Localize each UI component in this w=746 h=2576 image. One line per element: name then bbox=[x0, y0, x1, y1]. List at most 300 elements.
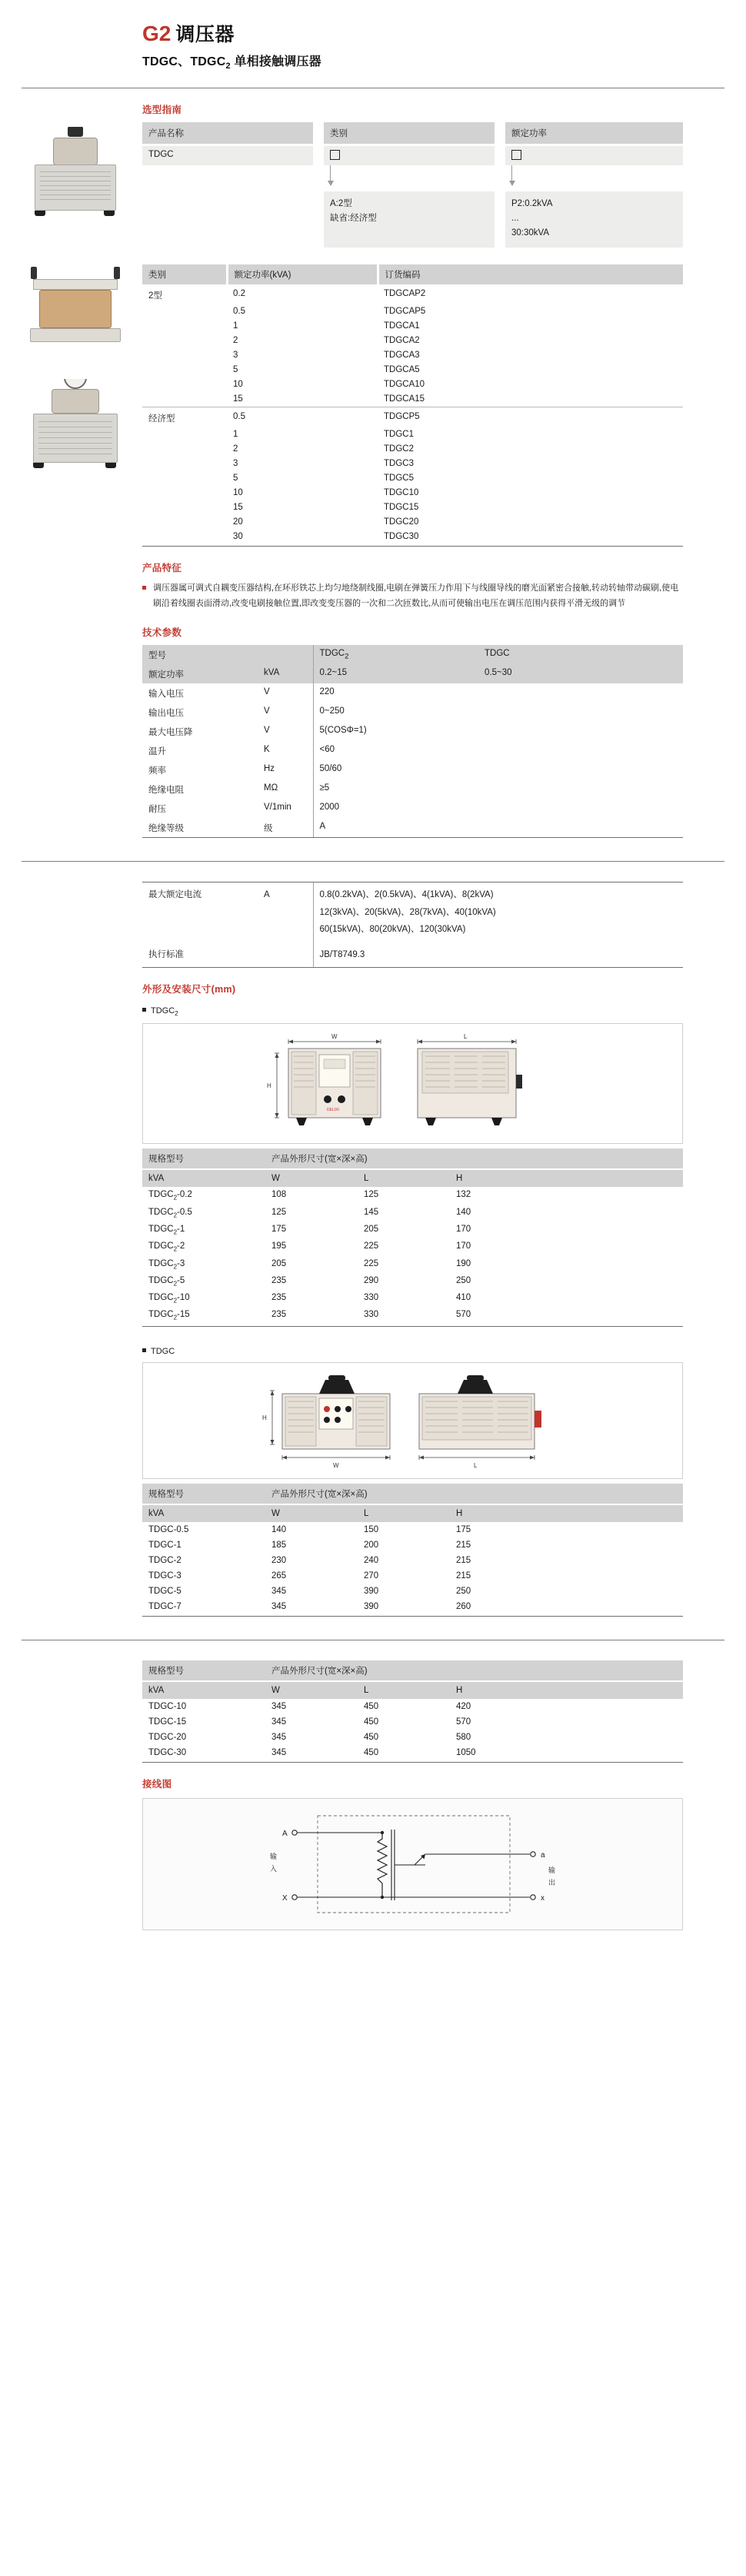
param-value: 2000 bbox=[313, 799, 683, 818]
cell-code: TDGCA2 bbox=[384, 336, 420, 346]
cell-power: 15 bbox=[233, 502, 243, 512]
table-subheader-row bbox=[142, 1169, 683, 1187]
col-l: L bbox=[358, 1681, 450, 1699]
section-title-wiring: 接线图 bbox=[142, 1778, 172, 1790]
dimension-table-tdgc-large bbox=[142, 1660, 683, 1763]
table-row bbox=[142, 1714, 683, 1730]
cell-model: TDGC-1 bbox=[148, 1540, 182, 1550]
param-name: 频率 bbox=[148, 766, 166, 776]
table-row bbox=[142, 1568, 683, 1584]
current-line-2: 12(3kVA)、20(5kVA)、28(7kVA)、40(10kVA) bbox=[319, 907, 496, 917]
max-current-table bbox=[142, 882, 683, 968]
param-unit bbox=[258, 942, 313, 968]
legend-category-line-2: 缺省:经济型 bbox=[330, 214, 377, 224]
col-h: H bbox=[450, 1504, 683, 1522]
dim-group-label-tdgc2: $TDGC_2$ bbox=[142, 1006, 683, 1017]
svg-text:输: 输 bbox=[548, 1866, 555, 1874]
col-spec-model: 规格型号 bbox=[142, 1148, 265, 1169]
cell-model: TDGC-20 bbox=[148, 1732, 187, 1742]
page-title bbox=[142, 22, 746, 46]
cell-model: $TDGC_2-3$ bbox=[148, 1258, 185, 1270]
table-row bbox=[142, 284, 683, 304]
table-row bbox=[142, 799, 683, 818]
col-model: 型号 bbox=[142, 645, 258, 664]
cell-model: $TDGC_2-15$ bbox=[142, 1307, 265, 1326]
cell-code: TDGC15 bbox=[384, 502, 419, 512]
table-row bbox=[142, 392, 683, 407]
cell-code: TDGC30 bbox=[378, 529, 683, 546]
param-name: 执行标准 bbox=[142, 942, 258, 968]
col-outer-dimensions: 产品外形尺寸(宽×深×高) bbox=[265, 1660, 683, 1681]
dim-group-label-tdgc: TDGC bbox=[142, 1347, 683, 1356]
cell-l: 390 bbox=[358, 1599, 450, 1617]
bullet-icon bbox=[142, 580, 153, 612]
svg-text:X: X bbox=[281, 1893, 288, 1903]
table-row bbox=[142, 722, 683, 741]
cell-power: 10 bbox=[233, 487, 243, 497]
cell-h: 170 bbox=[456, 1224, 471, 1234]
legend-category-line-1: A:2型 bbox=[330, 199, 352, 209]
svg-text:A: A bbox=[281, 1829, 288, 1838]
cell-model: $TDGC_2-0.5$ bbox=[148, 1207, 192, 1218]
svg-text:W: W bbox=[331, 1033, 338, 1041]
cell-power: 0.5 bbox=[227, 407, 378, 427]
section-divider bbox=[22, 861, 724, 862]
table-row bbox=[142, 1290, 683, 1307]
arrow-down-icon bbox=[511, 165, 512, 185]
param-unit: 级 bbox=[258, 818, 313, 838]
cell-model: TDGC-0.5 bbox=[148, 1524, 189, 1534]
legend-power bbox=[505, 191, 683, 248]
wiring-diagram-svg bbox=[244, 1799, 582, 1930]
section-title-selection-guide: 选型指南 bbox=[142, 105, 182, 116]
param-value: 50/60 bbox=[313, 760, 683, 779]
tdgc-outline-svg bbox=[251, 1371, 574, 1471]
table-row bbox=[142, 456, 683, 470]
dimension-table-tdgc2 bbox=[142, 1148, 683, 1326]
cell-w: 235 bbox=[265, 1307, 358, 1326]
cell-model: $TDGC_2-10$ bbox=[148, 1293, 190, 1305]
cell-w: 345 bbox=[271, 1717, 287, 1727]
table-row bbox=[142, 145, 683, 166]
param-value: 220 bbox=[313, 683, 683, 703]
arrow-down-icon bbox=[330, 165, 331, 185]
cell-h: 140 bbox=[456, 1207, 471, 1217]
cell-w: 345 bbox=[265, 1599, 358, 1617]
table-header-row bbox=[142, 645, 683, 664]
cell-l: 450 bbox=[364, 1717, 379, 1727]
cell-model: $TDGC_2-0.2$ bbox=[148, 1190, 192, 1202]
cell-model: TDGC-7 bbox=[142, 1599, 265, 1617]
table-row bbox=[142, 304, 683, 319]
cell-power: 15 bbox=[233, 394, 243, 404]
selection-guide-table bbox=[142, 122, 683, 165]
cell-code: TDGC2 bbox=[384, 444, 414, 454]
outline-drawing-tdgc bbox=[142, 1362, 683, 1479]
cell-h: 420 bbox=[456, 1701, 471, 1711]
table-row bbox=[142, 514, 683, 529]
col-l: L bbox=[358, 1169, 450, 1187]
param-name: 输出电压 bbox=[148, 708, 184, 718]
table-row bbox=[142, 1745, 683, 1763]
cell-model: $TDGC_2-1$ bbox=[148, 1224, 185, 1236]
param-name: 绝缘电阻 bbox=[148, 785, 184, 795]
tech-params-block bbox=[142, 645, 683, 838]
cell-code: TDGCA5 bbox=[384, 365, 420, 375]
selection-legend-table bbox=[142, 191, 683, 248]
cell-power: 5 bbox=[233, 473, 238, 483]
col-outer-dimensions: 产品外形尺寸(宽×深×高) bbox=[265, 1148, 683, 1169]
dimensions-block-b bbox=[142, 1347, 683, 1617]
table-row bbox=[142, 319, 683, 334]
feature-text: 调压器属可调式自耦变压器结构,在环形铁芯上均匀地绕制线圈,电刷在弹簧压力作用下与线圈导线的磨光面紧密合接触,转动转轴带动碳刷,使电刷沿着线圈表面滑动,改变电刷接触位置,即改变变压器的一次和二次匝数比,从而可使输出电压在调压范围内获得平滑无级的调节 bbox=[153, 583, 679, 609]
cell-power: 1 bbox=[233, 321, 238, 331]
cell-model: TDGC-10 bbox=[148, 1701, 187, 1711]
svg-text:L: L bbox=[463, 1033, 467, 1041]
table-row bbox=[142, 664, 683, 683]
dimensions-block-a bbox=[142, 1006, 683, 1327]
table-row bbox=[142, 1599, 683, 1617]
cell-code: TDGCAP5 bbox=[384, 307, 426, 317]
param-value: 0~250 bbox=[313, 703, 683, 722]
col-rated-power-kva: 额定功率(kVA) bbox=[227, 264, 378, 284]
cell-l: 450 bbox=[364, 1701, 379, 1711]
cell-l: 225 bbox=[364, 1258, 379, 1268]
cell-l: 270 bbox=[364, 1571, 379, 1581]
col-category: 类别 bbox=[324, 122, 495, 145]
table-row bbox=[142, 1730, 683, 1745]
current-line-3: 60(15kVA)、80(20kVA)、120(30kVA) bbox=[319, 925, 466, 935]
table-header-row bbox=[142, 1484, 683, 1504]
col-h: H bbox=[450, 1681, 683, 1699]
page-subtitle bbox=[142, 52, 746, 71]
cell-power: 0.5 bbox=[233, 307, 245, 317]
table-row bbox=[142, 741, 683, 760]
cell-w: 125 bbox=[271, 1207, 287, 1217]
table-row bbox=[142, 882, 683, 942]
col-model-tdgc2: $TDGC_2$ bbox=[313, 645, 478, 664]
cell-h: 250 bbox=[456, 1275, 471, 1285]
regulator-open-coil-icon bbox=[30, 267, 121, 342]
regulator-grey-meter-icon bbox=[33, 379, 118, 468]
product-title-cn: 调压器 bbox=[175, 24, 235, 45]
table-row bbox=[142, 407, 683, 427]
subtitle-subscript: 2 bbox=[225, 61, 231, 71]
wiring-block bbox=[142, 1798, 683, 1930]
param-value-current bbox=[313, 882, 683, 942]
cell-l: 240 bbox=[364, 1555, 379, 1565]
cell-code: TDGCA1 bbox=[384, 321, 420, 331]
param-name: 额定功率 bbox=[142, 664, 258, 683]
col-rated-power: 额定功率 bbox=[505, 122, 683, 145]
cell-model: TDGC-3 bbox=[148, 1571, 182, 1581]
param-name: 温升 bbox=[148, 746, 166, 756]
cell-h: 132 bbox=[456, 1190, 471, 1200]
cell-power: 3 bbox=[233, 458, 238, 468]
cell-power: 0.2 bbox=[233, 289, 245, 299]
cell-w: 205 bbox=[271, 1258, 287, 1268]
col-l: L bbox=[358, 1504, 450, 1522]
cell-l: 290 bbox=[364, 1275, 379, 1285]
cell-category-box bbox=[324, 145, 495, 166]
param-name: 最大电压降 bbox=[148, 727, 193, 737]
table-row bbox=[142, 1522, 683, 1537]
col-unit-kva: kVA bbox=[142, 1504, 265, 1522]
cell-w: 195 bbox=[271, 1241, 287, 1251]
cell-l: 450 bbox=[364, 1732, 379, 1742]
table-subheader-row bbox=[142, 1504, 683, 1522]
cell-power: 3 bbox=[233, 351, 238, 361]
cell-code: TDGC20 bbox=[384, 517, 419, 527]
table-row bbox=[142, 779, 683, 799]
ordering-code-table bbox=[142, 264, 683, 547]
param-unit: V bbox=[264, 706, 270, 716]
product-code: G2 bbox=[142, 22, 172, 45]
table-header-row bbox=[142, 264, 683, 284]
col-spec-model: 规格型号 bbox=[142, 1660, 265, 1681]
cell-model: $TDGC_2-2$ bbox=[148, 1241, 185, 1253]
table-row bbox=[142, 1187, 683, 1204]
dimensions-block-c bbox=[142, 1660, 683, 1763]
table-row bbox=[142, 427, 683, 441]
wiring-diagram-frame bbox=[142, 1798, 683, 1930]
cell-l: 330 bbox=[364, 1293, 379, 1303]
cell-code: TDGCP5 bbox=[378, 407, 683, 427]
cell-product-name: TDGC bbox=[142, 145, 313, 166]
legend-power-line-1: P2:0.2kVA bbox=[511, 199, 553, 209]
table-row bbox=[142, 1307, 683, 1326]
table-row bbox=[142, 1222, 683, 1238]
cell-power: 2 bbox=[233, 444, 238, 454]
table-row bbox=[142, 1699, 683, 1714]
product-photo-1 bbox=[18, 127, 132, 227]
table-row bbox=[142, 500, 683, 514]
cell-h: 215 bbox=[456, 1555, 471, 1565]
dimension-table-tdgc bbox=[142, 1484, 683, 1617]
svg-text:入: 入 bbox=[269, 1864, 277, 1873]
cell-category: 经济型 bbox=[142, 407, 227, 427]
product-photo-column bbox=[18, 127, 134, 505]
svg-text:L: L bbox=[473, 1461, 477, 1469]
section-title-features: 产品特征 bbox=[142, 562, 182, 573]
cell-power: 1 bbox=[233, 429, 238, 439]
col-w: W bbox=[265, 1504, 358, 1522]
cell-h: 215 bbox=[456, 1571, 471, 1581]
cell-h: 215 bbox=[456, 1540, 471, 1550]
table-header-row bbox=[142, 122, 683, 145]
table-row bbox=[142, 377, 683, 392]
checkbox-icon[interactable] bbox=[511, 150, 521, 160]
subtitle-models: TDGC、TDGC bbox=[142, 55, 226, 69]
checkbox-icon[interactable] bbox=[330, 150, 340, 160]
cell-code: TDGC3 bbox=[384, 458, 414, 468]
table-row bbox=[142, 1537, 683, 1553]
cell-w: 230 bbox=[271, 1555, 287, 1565]
legend-power-line-2: ... bbox=[511, 214, 519, 224]
cell-h: 570 bbox=[450, 1307, 683, 1326]
table-row bbox=[142, 1205, 683, 1222]
cell-w: 345 bbox=[265, 1745, 358, 1763]
cell-l: 390 bbox=[364, 1586, 379, 1596]
legend-power-line-3: 30:30kVA bbox=[511, 228, 550, 238]
col-order-code: 订货编码 bbox=[378, 264, 683, 284]
cell-model: TDGC-5 bbox=[148, 1586, 182, 1596]
selection-guide-block bbox=[142, 122, 683, 546]
param-name: 最大额定电流 bbox=[142, 882, 258, 942]
table-header-row bbox=[142, 1148, 683, 1169]
cell-code: TDGCA3 bbox=[384, 351, 420, 361]
table-row bbox=[142, 683, 683, 703]
cell-power: 2 bbox=[233, 336, 238, 346]
cell-model: TDGC-15 bbox=[148, 1717, 187, 1727]
feature-item bbox=[142, 580, 683, 612]
legend-row bbox=[142, 191, 683, 248]
table-subheader-row bbox=[142, 1681, 683, 1699]
cell-power: 30 bbox=[227, 529, 378, 546]
cell-h: 175 bbox=[456, 1524, 471, 1534]
svg-text:DELIXI: DELIXI bbox=[326, 1108, 339, 1113]
col-category: 类别 bbox=[142, 264, 227, 284]
col-outer-dimensions: 产品外形尺寸(宽×深×高) bbox=[265, 1484, 683, 1504]
cell-h: 1050 bbox=[450, 1745, 683, 1763]
subtitle-desc: 单相接触调压器 bbox=[230, 55, 321, 69]
table-row bbox=[142, 441, 683, 456]
cell-l: 225 bbox=[364, 1241, 379, 1251]
cell-power: 5 bbox=[233, 365, 238, 375]
table-row bbox=[142, 470, 683, 485]
table-row bbox=[142, 760, 683, 779]
cell-code: TDGCA15 bbox=[384, 394, 425, 404]
section-title-dimensions: 外形及安装尺寸(mm) bbox=[142, 984, 236, 995]
page-header bbox=[0, 0, 746, 75]
tdgc2-outline-svg bbox=[251, 1032, 574, 1135]
cell-h: 190 bbox=[456, 1258, 471, 1268]
cell-l: 145 bbox=[364, 1207, 379, 1217]
svg-text:H: H bbox=[261, 1414, 267, 1421]
param-unit: Hz bbox=[264, 763, 275, 773]
param-unit: V bbox=[264, 725, 270, 735]
param-unit: A bbox=[258, 882, 313, 942]
param-value: <60 bbox=[313, 741, 683, 760]
svg-text:a: a bbox=[540, 1850, 545, 1860]
table-row bbox=[142, 529, 683, 546]
cell-h: 580 bbox=[456, 1732, 471, 1742]
cell-w: 175 bbox=[271, 1224, 287, 1234]
max-current-block bbox=[142, 882, 683, 968]
col-w: W bbox=[265, 1169, 358, 1187]
product-photo-2 bbox=[18, 253, 132, 353]
col-spec-model: 规格型号 bbox=[142, 1484, 265, 1504]
col-unit-kva: kVA bbox=[142, 1169, 265, 1187]
square-bullet-icon bbox=[142, 1008, 146, 1012]
svg-text:输: 输 bbox=[269, 1852, 277, 1860]
cell-l: 450 bbox=[358, 1745, 450, 1763]
legend-category bbox=[324, 191, 495, 248]
param-value: A bbox=[313, 818, 683, 838]
cell-model: TDGC-30 bbox=[142, 1745, 265, 1763]
param-unit: V bbox=[264, 686, 270, 696]
square-bullet-icon bbox=[142, 1348, 146, 1352]
cell-category: 2型 bbox=[148, 291, 162, 301]
cell-w: 108 bbox=[271, 1190, 287, 1200]
param-value-tdgc: 0.5~30 bbox=[478, 664, 683, 683]
table-row bbox=[142, 818, 683, 838]
cell-w: 345 bbox=[271, 1732, 287, 1742]
cell-w: 345 bbox=[271, 1586, 287, 1596]
param-name: 绝缘等级 bbox=[142, 818, 258, 838]
svg-text:x: x bbox=[540, 1893, 545, 1903]
table-row bbox=[142, 1273, 683, 1290]
cell-model: $TDGC_2-5$ bbox=[148, 1275, 185, 1288]
table-header-row bbox=[142, 1660, 683, 1681]
cell-w: 185 bbox=[271, 1540, 287, 1550]
param-unit: kVA bbox=[258, 664, 313, 683]
table-row bbox=[142, 334, 683, 348]
cell-w: 345 bbox=[271, 1701, 287, 1711]
cell-power-box bbox=[505, 145, 683, 166]
param-unit: K bbox=[264, 744, 270, 754]
cell-h: 250 bbox=[456, 1586, 471, 1596]
cell-w: 265 bbox=[271, 1571, 287, 1581]
cell-h: 260 bbox=[450, 1599, 683, 1617]
svg-text:H: H bbox=[266, 1082, 271, 1090]
cell-code: TDGCA10 bbox=[384, 380, 425, 390]
cell-l: 205 bbox=[364, 1224, 379, 1234]
cell-h: 170 bbox=[456, 1241, 471, 1251]
cell-power: 20 bbox=[233, 517, 243, 527]
col-model-tdgc: TDGC bbox=[478, 645, 683, 664]
param-value-standard: JB/T8749.3 bbox=[313, 942, 683, 968]
cell-power: 10 bbox=[233, 380, 243, 390]
table-row bbox=[142, 1553, 683, 1568]
cell-model: TDGC-2 bbox=[148, 1555, 182, 1565]
table-row bbox=[142, 703, 683, 722]
table-row bbox=[142, 485, 683, 500]
cell-w: 235 bbox=[271, 1275, 287, 1285]
features-block bbox=[142, 580, 683, 612]
cell-l: 330 bbox=[358, 1307, 450, 1326]
selection-arrows bbox=[142, 165, 683, 191]
table-row bbox=[142, 942, 683, 968]
cell-l: 150 bbox=[364, 1524, 379, 1534]
param-name: 输入电压 bbox=[148, 689, 184, 699]
regulator-grey-small-icon bbox=[35, 127, 116, 216]
cell-w: 235 bbox=[271, 1293, 287, 1303]
cell-code: TDGC5 bbox=[384, 473, 414, 483]
cell-l: 125 bbox=[364, 1190, 379, 1200]
current-line-1: 0.8(0.2kVA)、2(0.5kVA)、4(1kVA)、8(2kVA) bbox=[319, 890, 494, 900]
table-row bbox=[142, 1256, 683, 1273]
product-photo-3 bbox=[18, 379, 132, 479]
cell-code: TDGC1 bbox=[384, 429, 414, 439]
param-name: 耐压 bbox=[148, 804, 166, 814]
table-row bbox=[142, 1584, 683, 1599]
cell-w: 140 bbox=[271, 1524, 287, 1534]
svg-text:W: W bbox=[332, 1461, 339, 1469]
col-product-name: 产品名称 bbox=[142, 122, 313, 145]
col-unit-kva: kVA bbox=[142, 1681, 265, 1699]
param-value-tdgc2: 0.2~15 bbox=[313, 664, 478, 683]
param-value: 5(COSΦ=1) bbox=[313, 722, 683, 741]
svg-text:出: 出 bbox=[548, 1878, 555, 1886]
table-row bbox=[142, 363, 683, 377]
table-row bbox=[142, 348, 683, 363]
col-h: H bbox=[450, 1169, 683, 1187]
tech-params-table bbox=[142, 645, 683, 838]
cell-h: 410 bbox=[456, 1293, 471, 1303]
cell-h: 570 bbox=[456, 1717, 471, 1727]
section-title-tech-params: 技术参数 bbox=[142, 627, 182, 639]
